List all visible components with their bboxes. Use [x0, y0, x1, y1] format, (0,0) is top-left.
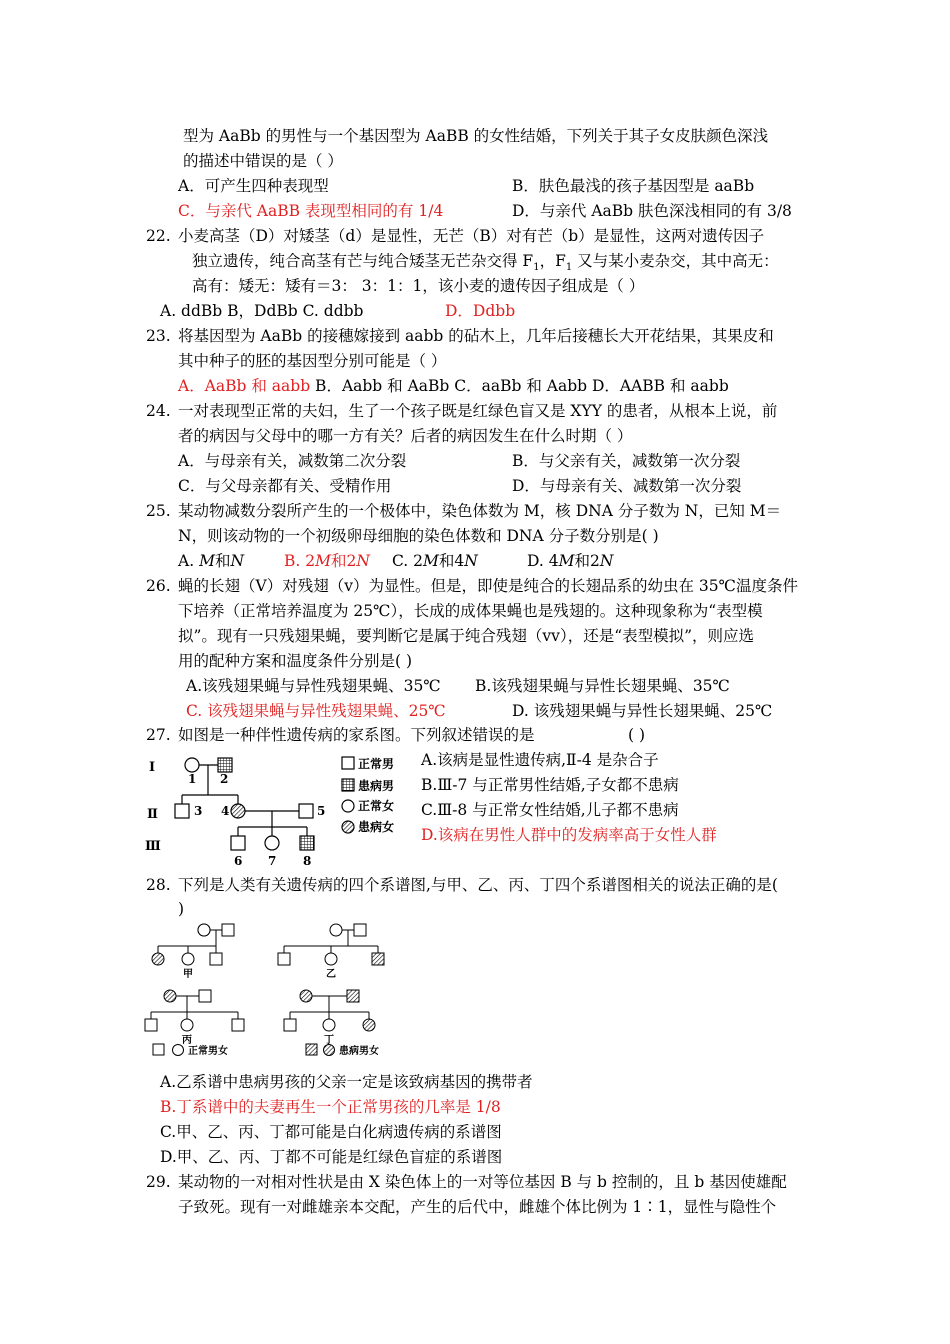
ind-8-affected-male [300, 836, 314, 850]
svg-text:6: 6 [234, 854, 243, 868]
q26-option-c-answer: C. 该残翅果蝇与异性残翅果蝇、25℃ [186, 702, 446, 720]
q23-number: 23. [146, 327, 171, 345]
legend-affected-male: 患病男 [358, 779, 395, 793]
ind-1-normal-female [185, 758, 199, 772]
label-jia: 甲 [183, 969, 193, 980]
q24-option-b: B．与父亲有关，减数第一次分裂 [512, 452, 741, 470]
q26-option-d: D. 该残翅果蝇与异性长翅果蝇、25℃ [512, 702, 773, 720]
legend-normal-female-symbol [342, 800, 354, 812]
q25-option-b-answer: B. 2M和2N [284, 552, 370, 570]
legend-affected-female-symbol [324, 1045, 335, 1056]
q21-option-d: D．与亲代 AaBb 肤色深浅相同的有 3/8 [512, 202, 792, 220]
svg-text:7: 7 [268, 854, 277, 868]
q29-number: 29. [146, 1173, 171, 1191]
q21-option-c-answer: C．与亲代 AaBB 表现型相同的有 1/4 [178, 202, 444, 220]
q21-option-a: A．可产生四种表现型 [178, 177, 329, 195]
q28-option-b-answer: B.丁系谱中的夫妻再生一个正常男孩的几率是 1/8 [160, 1098, 501, 1116]
svg-text:8: 8 [303, 854, 312, 868]
q23-stem-line2: 其中种子的胚的基因型分别可能是（ ） [178, 352, 447, 370]
q25-stem-line2: N，则该动物的一个初级卵母细胞的染色体数和 DNA 分子数分别是( ) [178, 527, 659, 545]
q25-number: 25. [146, 502, 171, 520]
q25-option-a: A. M和N [178, 552, 245, 570]
q26-number: 26. [146, 577, 171, 595]
q28-option-c: C.甲、乙、丙、丁都可能是白化病遗传病的系谱图 [160, 1123, 502, 1141]
q26-stem-line4: 用的配种方案和温度条件分别是( ) [178, 652, 413, 670]
q26-stem-line1: 蝇的长翅（V）对残翅（v）为显性。但是，即使是纯合的长翅品系的幼虫在 35℃温度条件 [178, 577, 798, 595]
q23-stem-line1: 将基因型为 AaBb 的接穗嫁接到 aabb 的砧木上，几年后接穗长大开花结果，其果皮和 [178, 327, 774, 345]
ding-affected-daughter [363, 1019, 375, 1031]
legend-affected-male-symbol [342, 779, 354, 791]
q26-option-a: A.该残翅果蝇与异性残翅果蝇、35℃ [186, 677, 441, 695]
q21-option-b: B．肤色最浅的孩子基因型是 aaBb [512, 177, 755, 195]
label-yi: 乙 [326, 969, 336, 980]
legend-normal-female-symbol [173, 1045, 184, 1056]
q27-option-c: C.Ⅲ-8 与正常女性结婚,儿子都不患病 [421, 801, 679, 819]
q26-option-b: B.该残翅果蝇与异性长翅果蝇、35℃ [475, 677, 730, 695]
legend-sick: 患病男女 [339, 1046, 379, 1057]
ind-7-normal-female [265, 836, 279, 850]
q27-paren: ( ) [628, 726, 646, 744]
q21-stem-line1: 型为 AaBb 的男性与一个基因型为 AaBB 的女性结婚，下列关于其子女皮肤颜色深浅 [183, 127, 769, 145]
q27-stem: 如图是一种伴性遗传病的家系图。下列叙述错误的是 [178, 726, 535, 744]
q28-option-d: D.甲、乙、丙、丁都不可能是红绿色盲症的系谱图 [160, 1148, 503, 1166]
gen-label-2: Ⅱ [147, 807, 158, 822]
q24-stem-line2: 者的病因与父母中的哪一方有关？后者的病因发生在什么时期（ ） [178, 427, 633, 445]
q22-options-abc: A. ddBb B，DdBb C. ddbb [160, 302, 364, 320]
q26-stem-line2: 下培养（正常培养温度为 25℃），长成的成体果蝇也是残翅的。这种现象称为“表型模 [178, 602, 763, 620]
q29-stem-line2: 子致死。现有一对雌雄亲本交配，产生的后代中，雌雄个体比例为 1∶1，显性与隐性个 [178, 1198, 777, 1216]
q28-stem-line2: ) [178, 900, 185, 918]
ding-affected-mother [300, 990, 312, 1002]
svg-text:2: 2 [220, 772, 229, 786]
q22-number: 22. [146, 227, 171, 245]
q28-number: 28. [146, 876, 171, 894]
ding-affected-father [347, 990, 359, 1002]
jia-father [222, 924, 234, 936]
q22-stem-line1: 小麦高茎（D）对矮茎（d）是显性，无芒（B）对有芒（b）是显性，这两对遗传因子 [178, 227, 765, 245]
q24-number: 24. [146, 402, 171, 420]
jia-affected-daughter [152, 953, 164, 965]
svg-text:1: 1 [188, 772, 197, 786]
q21-stem-line2: 的描述中错误的是（ ） [183, 152, 343, 170]
q26-stem-line3: 拟”。现有一只残翅果蝇，要判断它是属于纯合残翅（vv），还是“表型模拟”，则应选 [178, 627, 755, 645]
q23-options: A．AaBb 和 aabb B．Aabb 和 AaBb C．aaBb 和 Aabb D．AABB 和 aabb [178, 377, 729, 395]
q27-option-b: B.Ⅲ-7 与正常男性结婚,子女都不患病 [421, 776, 679, 794]
ind-6-normal-male [231, 836, 245, 850]
legend-normal-male-symbol [153, 1044, 164, 1055]
ind-2-affected-male [218, 758, 232, 772]
q25-option-d: D. 4M和2N [527, 552, 614, 570]
yi-affected-son [372, 953, 384, 965]
q24-option-a: A．与母亲有关，减数第二次分裂 [178, 452, 407, 470]
q28-option-a: A.乙系谱中患病男孩的父亲一定是该致病基因的携带者 [160, 1073, 533, 1091]
legend-normal-male-symbol [342, 757, 354, 769]
bing-affected-mother [164, 990, 176, 1002]
svg-text:5: 5 [317, 804, 326, 818]
q24-option-c: C．与父母亲都有关、受精作用 [178, 477, 392, 495]
svg-text:3: 3 [194, 804, 203, 818]
svg-text:4: 4 [221, 804, 230, 818]
gen-label-1: Ⅰ [149, 760, 156, 775]
q29-stem-line1: 某动物的一对相对性状是由 X 染色体上的一对等位基因 B 与 b 控制的，且 b 基因使雄配 [178, 1173, 787, 1191]
bing-father [199, 990, 211, 1002]
legend-normal-male: 正常男 [358, 757, 395, 771]
q25-option-c: C. 2M和4N [392, 552, 478, 570]
q27-pedigree-diagram [145, 748, 415, 870]
legend-affected-female-symbol [342, 821, 354, 833]
jia-mother [198, 924, 210, 936]
q22-stem-line3: 高有：矮无：矮有＝3： 3：1：1，该小麦的遗传因子组成是（ ） [192, 277, 645, 295]
q25-stem-line1: 某动物减数分裂所产生的一个极体中，染色体数为 M，核 DNA 分子数为 N，已知 M＝ [178, 502, 782, 520]
legend-affected-female: 患病女 [358, 820, 395, 834]
ind-4-affected-female [231, 804, 245, 818]
ind-3-normal-male [175, 804, 189, 818]
legend-normal-female: 正常女 [358, 799, 395, 813]
yi-father [354, 924, 366, 936]
label-bing: 丙 [182, 1035, 192, 1046]
legend-affected-male-symbol [306, 1044, 317, 1055]
q27-option-d-answer: D.该病在男性人群中的发病率高于女性人群 [421, 826, 717, 844]
q27-option-a: A.该病是显性遗传病,Ⅱ-4 是杂合子 [421, 751, 659, 769]
ind-5-normal-male [299, 804, 313, 818]
q28-pedigree-diagrams [142, 920, 398, 1062]
q22-stem-line2: 独立遗传，纯合高茎有芒与纯合矮茎无芒杂交得 $F_1$，$F_1$ 又与某小麦杂交，其中高无： [192, 252, 779, 274]
q22-option-d-answer: D．Ddbb [445, 302, 516, 320]
legend-normal: 正常男女 [188, 1046, 228, 1057]
gen-label-3: Ⅲ [145, 839, 161, 854]
q28-stem-line1: 下列是人类有关遗传病的四个系谱图,与甲、乙、丙、丁四个系谱图相关的说法正确的是( [178, 876, 778, 894]
yi-mother [330, 924, 342, 936]
q27-number: 27. [146, 726, 171, 744]
q24-option-d: D．与母亲有关、减数第一次分裂 [512, 477, 742, 495]
label-ding: 丁 [324, 1035, 334, 1046]
q24-stem-line1: 一对表现型正常的夫妇，生了一个孩子既是红绿色盲又是 XYY 的患者，从根本上说，前 [178, 402, 778, 420]
